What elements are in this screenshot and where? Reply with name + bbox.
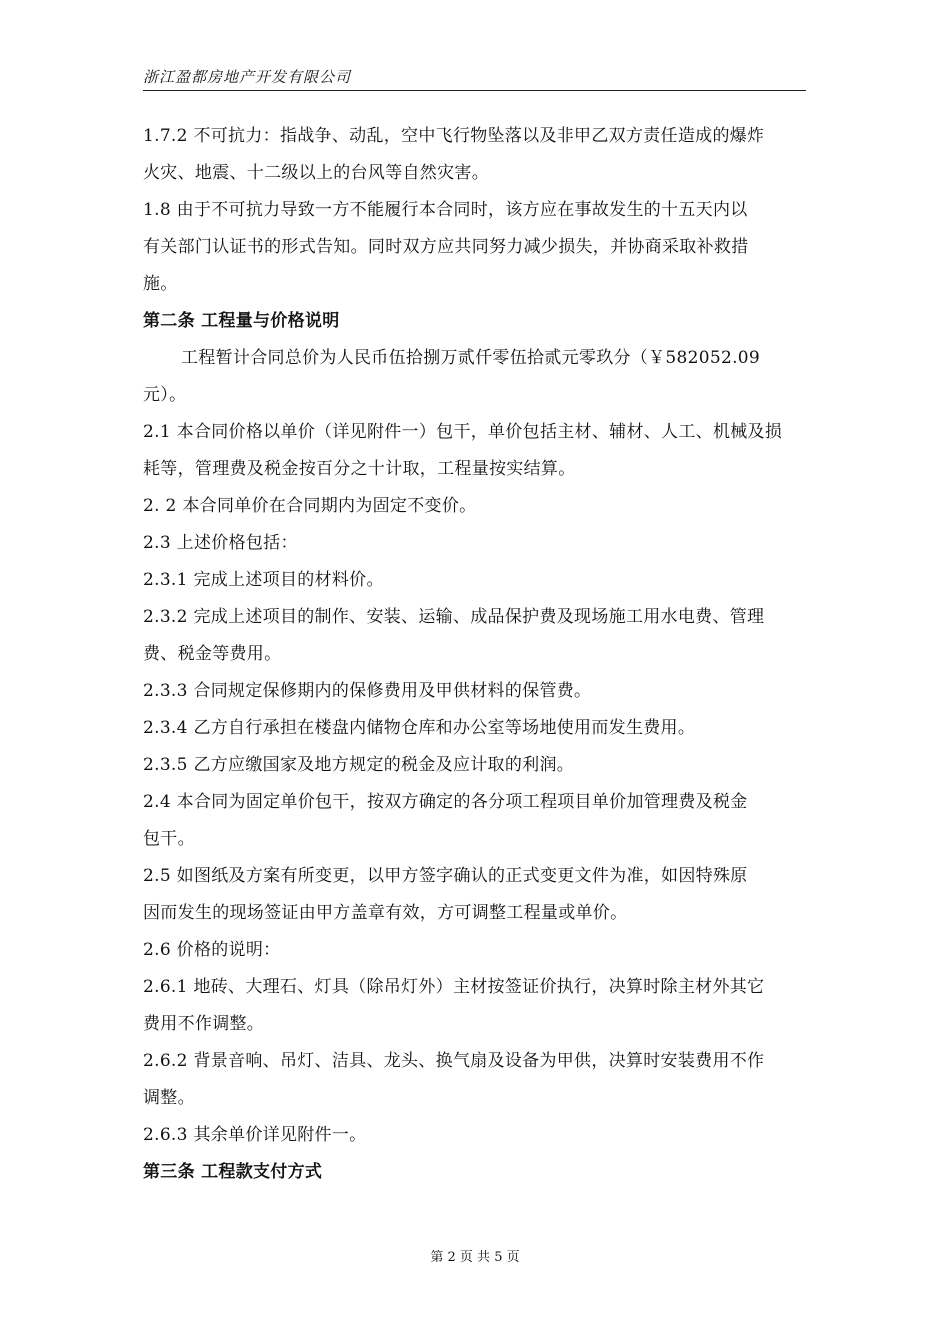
paragraph-line: 有关部门认证书的形式告知。同时双方应共同努力减少损失，并协商采取补救措 bbox=[143, 237, 749, 257]
paragraph-line: 2.4 本合同为固定单价包干，按双方确定的各分项工程项目单价加管理费及税金 bbox=[143, 792, 748, 812]
paragraph-line: 2.6.2 背景音响、吊灯、洁具、龙头、换气扇及设备为甲供，决算时安装费用不作 bbox=[143, 1051, 765, 1071]
paragraph-line: 1.8 由于不可抗力导致一方不能履行本合同时，该方应在事故发生的十五天内以 bbox=[143, 200, 748, 220]
section-heading: 第三条 工程款支付方式 bbox=[143, 1162, 323, 1182]
paragraph-line: 2.6.3 其余单价详见附件一。 bbox=[143, 1125, 367, 1145]
paragraph-line: 工程暂计合同总价为人民币伍拾捌万贰仟零伍拾贰元零玖分（￥582052.09 bbox=[181, 348, 761, 368]
paragraph-line: 包干。 bbox=[143, 829, 195, 849]
paragraph-line: 火灾、地震、十二级以上的台风等自然灾害。 bbox=[143, 163, 489, 183]
paragraph-line: 因而发生的现场签证由甲方盖章有效，方可调整工程量或单价。 bbox=[143, 903, 628, 923]
section-heading: 第二条 工程量与价格说明 bbox=[143, 311, 340, 331]
paragraph-line: 2.3.2 完成上述项目的制作、安装、运输、成品保护费及现场施工用水电费、管理 bbox=[143, 607, 765, 627]
paragraph-line: 2.3.3 合同规定保修期内的保修费用及甲供材料的保管费。 bbox=[143, 681, 592, 701]
paragraph-line: 2.6 价格的说明： bbox=[143, 940, 281, 960]
paragraph-line: 2.1 本合同价格以单价（详见附件一）包干，单价包括主材、辅材、人工、机械及损 bbox=[143, 422, 783, 442]
paragraph-line: 2.3.5 乙方应缴国家及地方规定的税金及应计取的利润。 bbox=[143, 755, 575, 775]
paragraph-line: 费用不作调整。 bbox=[143, 1014, 265, 1034]
document-body bbox=[143, 118, 810, 1191]
paragraph-line: 施。 bbox=[143, 274, 178, 294]
page-header bbox=[143, 64, 806, 91]
paragraph-line: 2.6.1 地砖、大理石、灯具（除吊灯外）主材按签证价执行，决算时除主材外其它 bbox=[143, 977, 765, 997]
page-footer bbox=[0, 1246, 950, 1265]
paragraph-line: 2.5 如图纸及方案有所变更，以甲方签字确认的正式变更文件为准，如因特殊原 bbox=[143, 866, 748, 886]
paragraph-line: 2.3.4 乙方自行承担在楼盘内储物仓库和办公室等场地使用而发生费用。 bbox=[143, 718, 696, 738]
company-name: 浙江盈都房地产开发有限公司 bbox=[143, 68, 352, 86]
paragraph-line: 2.3.1 完成上述项目的材料价。 bbox=[143, 570, 384, 590]
paragraph-line: 元）。 bbox=[143, 385, 187, 405]
paragraph-line: 调整。 bbox=[143, 1088, 195, 1108]
paragraph-line: 2.3 上述价格包括： bbox=[143, 533, 298, 553]
page-number: 第 2 页 共 5 页 bbox=[430, 1250, 520, 1265]
paragraph-line: 1.7.2 不可抗力：指战争、动乱，空中飞行物坠落以及非甲乙双方责任造成的爆炸 bbox=[143, 126, 765, 146]
paragraph-line: 费、税金等费用。 bbox=[143, 644, 282, 664]
paragraph-line: 耗等，管理费及税金按百分之十计取，工程量按实结算。 bbox=[143, 459, 576, 479]
paragraph-line: 2. 2 本合同单价在合同期内为固定不变价。 bbox=[143, 496, 477, 516]
